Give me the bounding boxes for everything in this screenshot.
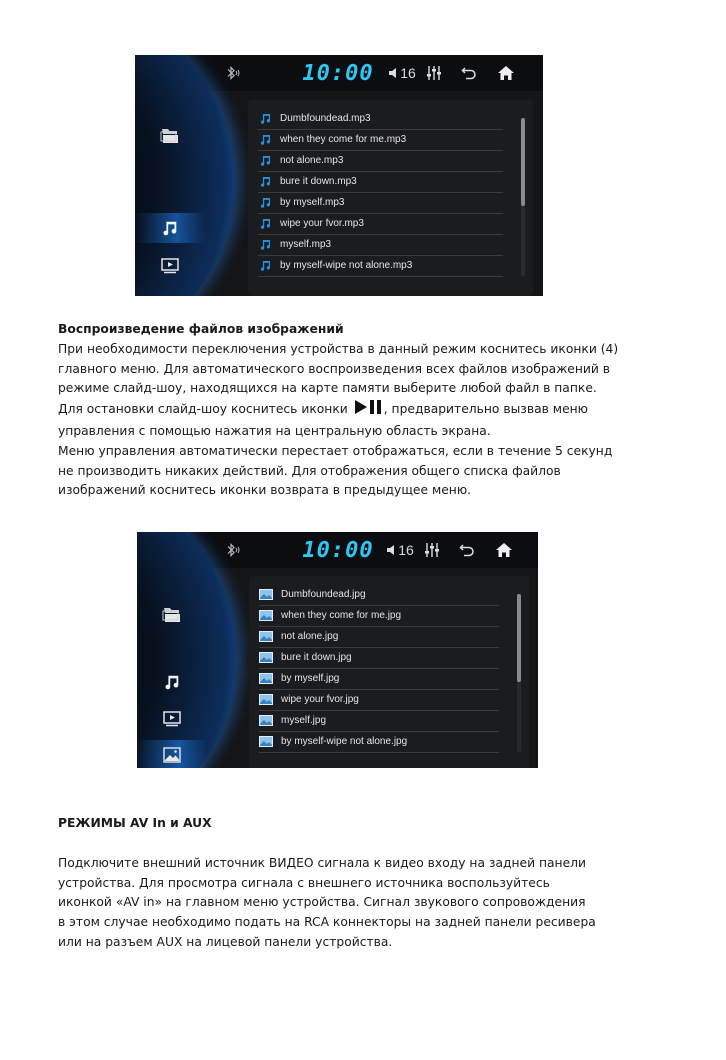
file-list-item[interactable] (258, 255, 503, 277)
player-body (137, 568, 538, 768)
bluetooth-icon (221, 55, 245, 91)
file-list-item[interactable] (258, 171, 503, 193)
video-tab-icon[interactable] (135, 251, 205, 281)
image-file-icon (259, 588, 273, 602)
file-list-item[interactable] (259, 689, 499, 711)
file-name: not alone.jpg (281, 631, 339, 642)
folder-tab-icon[interactable] (135, 121, 205, 151)
file-list-item[interactable] (259, 668, 499, 690)
file-name: myself.jpg (281, 715, 327, 726)
paragraph-line: Подключите внешний источник ВИДЕО сигнала к видео входу на задней панели (58, 855, 587, 870)
file-list-item[interactable] (259, 710, 499, 732)
music-file-icon (258, 259, 272, 273)
home-icon[interactable] (492, 532, 516, 568)
speaker-icon (388, 67, 400, 79)
image-file-icon (259, 630, 273, 644)
file-name: not alone.mp3 (280, 155, 344, 166)
av-aux-section (58, 814, 668, 953)
file-name: bure it down.mp3 (280, 176, 357, 187)
paragraph-line: режиме слайд-шоу, находящихся на карте памяти выберите любой файл в папке. (58, 381, 597, 396)
image-file-icon (259, 672, 273, 686)
file-name: wipe your fvor.jpg (281, 694, 359, 705)
music-file-icon (258, 133, 272, 147)
file-name: by myself-wipe not alone.jpg (281, 736, 408, 747)
paragraph-line: главного меню. Для автоматического воспроизведения всех файлов изображений в (58, 361, 611, 376)
paragraph-line: При необходимости переключения устройства в данный режим коснитесь иконки (4) (58, 341, 619, 356)
scrollbar[interactable] (521, 118, 525, 276)
play-pause-icon (354, 399, 382, 422)
file-list-item[interactable] (258, 234, 503, 256)
music-file-icon (258, 154, 272, 168)
music-tab-icon[interactable] (137, 667, 207, 697)
file-name: by myself.mp3 (280, 197, 345, 208)
volume-level: 16 (398, 542, 414, 558)
scrollbar[interactable] (517, 594, 521, 752)
volume-level: 16 (400, 65, 416, 81)
picture-tab-icon[interactable] (135, 289, 205, 296)
paragraph-line: или на разъем AUX на лицевой панели устройства. (58, 934, 393, 949)
music-file-icon (258, 175, 272, 189)
music-file-icon (258, 238, 272, 252)
music-file-icon (258, 112, 272, 126)
clock-display: 10:00 (302, 60, 374, 86)
back-icon[interactable] (456, 532, 478, 568)
section-title: РЕЖИМЫ AV In и AUX (58, 816, 212, 830)
file-list-item[interactable] (258, 108, 503, 130)
clock-display: 10:00 (302, 537, 374, 563)
player-body (135, 91, 543, 296)
file-list (248, 100, 533, 296)
file-list-item[interactable] (259, 731, 499, 753)
bluetooth-icon (221, 532, 245, 568)
file-list-item[interactable] (258, 213, 503, 235)
images-playback-section (58, 320, 668, 501)
image-file-icon (259, 735, 273, 749)
paragraph-line: иконкой «AV in» на главном меню устройства. Сигнал звукового сопровождения (58, 895, 586, 910)
volume-indicator[interactable] (385, 532, 415, 568)
home-icon[interactable] (494, 55, 518, 91)
equalizer-icon[interactable] (423, 55, 445, 91)
music-tab-icon[interactable] (135, 213, 205, 243)
file-name: bure it down.jpg (281, 652, 352, 663)
image-file-icon (259, 714, 273, 728)
file-list (249, 576, 529, 768)
file-list-item[interactable] (258, 150, 503, 172)
paragraph-line: Меню управления автоматически перестает отображаться, если в течение 5 секунд (58, 443, 613, 458)
file-name: by myself-wipe not alone.mp3 (280, 260, 413, 271)
image-file-icon (259, 651, 273, 665)
file-list-item[interactable] (258, 129, 503, 151)
file-list-item[interactable] (259, 647, 499, 669)
equalizer-icon[interactable] (421, 532, 443, 568)
music-file-icon (258, 196, 272, 210)
folder-tab-icon[interactable] (137, 600, 207, 630)
file-list-item[interactable] (258, 192, 503, 214)
file-name: wipe your fvor.mp3 (280, 218, 364, 229)
text-fragment: , предварительно вызвав меню (383, 402, 589, 417)
paragraph-line: устройства. Для просмотра сигнала с внешнего источника воспользуйтесь (58, 875, 550, 890)
paragraph-line: управления с помощью нажатия на центральную область экрана. (58, 423, 491, 438)
picture-player-screenshot (137, 532, 538, 768)
file-name: myself.mp3 (280, 239, 332, 250)
video-tab-icon[interactable] (137, 704, 207, 734)
image-file-icon (259, 693, 273, 707)
music-player-screenshot (135, 55, 543, 296)
file-list-item[interactable] (259, 605, 499, 627)
text-fragment: Для остановки слайд-шоу коснитесь иконки (58, 402, 348, 417)
back-icon[interactable] (458, 55, 480, 91)
paragraph-line: в этом случае необходимо подать на RCA коннекторы на задней панели ресивера (58, 915, 596, 930)
section-title: Воспроизведение файлов изображений (58, 322, 344, 336)
paragraph-line: не производить никаких действий. Для отображения общего списка файлов (58, 463, 561, 478)
file-list-item[interactable] (259, 584, 499, 606)
spacer (58, 834, 668, 854)
file-name: Dumbfoundead.mp3 (280, 113, 371, 124)
file-name: when they come for me.mp3 (280, 134, 407, 145)
picture-tab-icon[interactable] (137, 740, 207, 768)
paragraph-line: изображений коснитесь иконки возврата в предыдущее меню. (58, 483, 472, 498)
file-name: by myself.jpg (281, 673, 340, 684)
file-name: when they come for me.jpg (281, 610, 402, 621)
paragraph-line (58, 399, 668, 422)
file-list-item[interactable] (259, 626, 499, 648)
speaker-icon (386, 544, 398, 556)
music-file-icon (258, 217, 272, 231)
volume-indicator[interactable] (387, 55, 417, 91)
file-name: Dumbfoundead.jpg (281, 589, 366, 600)
image-file-icon (259, 609, 273, 623)
